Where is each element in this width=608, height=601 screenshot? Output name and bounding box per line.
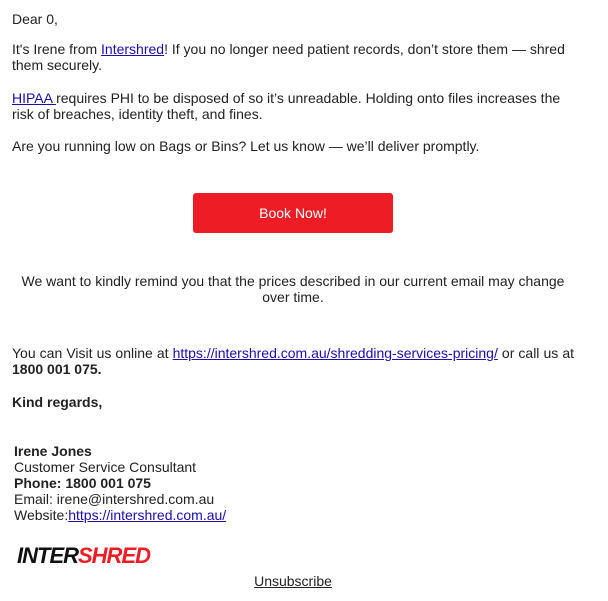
intershred-link[interactable]: Intershred: [101, 41, 165, 57]
signature-email: Email: irene@intershred.com.au: [14, 491, 215, 507]
signature-name: Irene Jones: [14, 443, 92, 459]
signature-role: Customer Service Consultant: [14, 459, 197, 475]
unsubscribe-link[interactable]: Unsubscribe: [254, 573, 332, 589]
phone-number: 1800 001 075.: [12, 361, 102, 377]
pricing-link[interactable]: https://intershred.com.au/shredding-services-pricing/: [172, 345, 498, 361]
hipaa-paragraph: [12, 90, 574, 122]
book-now-button[interactable]: Book Now!: [193, 193, 393, 233]
visit-text-before: You can Visit us online at: [12, 345, 173, 361]
unsubscribe-row: [12, 573, 574, 589]
greeting: Dear 0,: [12, 11, 58, 27]
intro-text-before: It's Irene from: [12, 41, 102, 57]
intershred-logo: [17, 543, 167, 567]
website-label: Website:: [14, 507, 69, 523]
price-reminder: We want to kindly remind you that the prices described in our current email may change over time.: [21, 273, 565, 305]
signature-phone: Phone: 1800 001 075: [14, 475, 151, 491]
visit-text-middle: or call us at: [497, 345, 574, 361]
hipaa-text: requires PHI to be disposed of so it’s unreadable. Holding onto files increases the risk of breaches, identity theft, and fines.: [12, 90, 561, 122]
hipaa-link[interactable]: HIPAA: [12, 90, 57, 106]
website-link[interactable]: https://intershred.com.au/: [68, 507, 227, 523]
visit-paragraph: [12, 345, 574, 377]
intro-paragraph: [12, 41, 574, 73]
signature-block: [14, 443, 226, 523]
intro-text-after: ! If you no longer need patient records, don’t store them — shred them securely.: [12, 41, 565, 73]
logo-text: INTERSHRED: [17, 543, 151, 567]
bags-paragraph: Are you running low on Bags or Bins? Let us know — we’ll deliver promptly.: [12, 138, 480, 154]
signature-website: [14, 507, 226, 523]
closing: Kind regards,: [12, 394, 103, 410]
